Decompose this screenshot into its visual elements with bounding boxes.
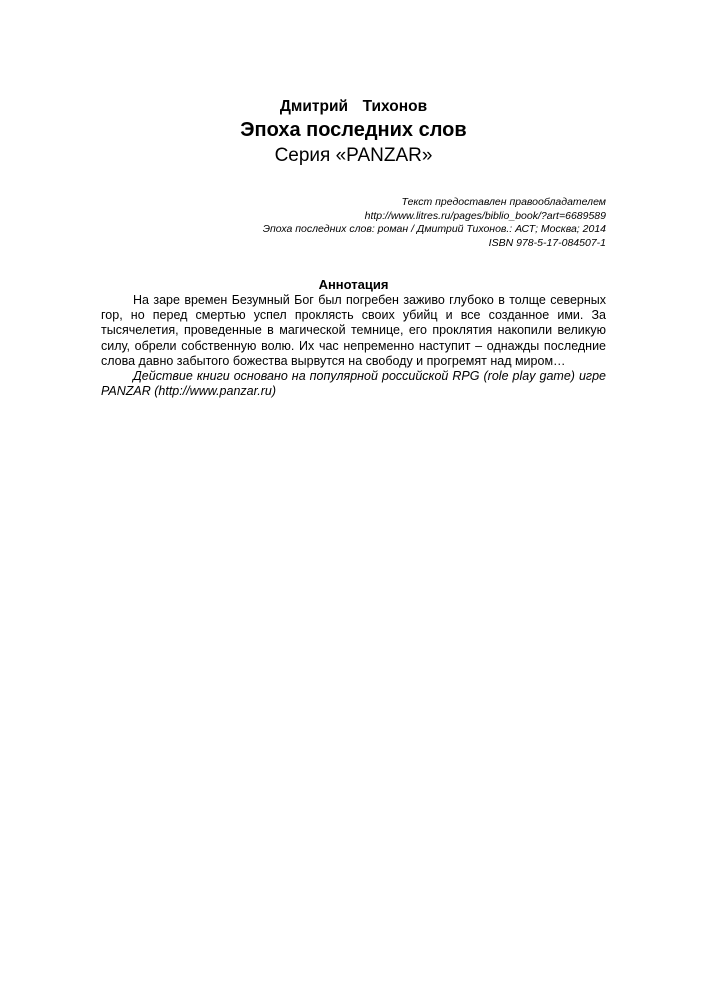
author-name: Дмитрий Тихонов [279,98,428,115]
bibliographic-citation: Эпоха последних слов: роман / Дмитрий Тихонов.: АСТ; Москва; 2014 [262,223,606,235]
publication-info [263,196,606,250]
source-url[interactable]: http://www.litres.ru/pages/biblio_book/?art=6689589 [364,209,606,222]
annotation-heading: Аннотация [318,277,389,292]
book-header [0,97,707,169]
series-name: Серия «PANZAR» [274,145,433,166]
annotation-paragraph: На заре времен Безумный Бог был погребен заживо глубоко в толще северных гор, но перед смертью успел проклясть своих убийц и все созданное ими. За тысячелетия, проведенные в магической темнице, его проклятия накопили великую силу, обрели собственную волю. Их час непременно наступит – однажды последние слова давно забытого божества вырвутся на свободу и прогремят над миром… [101,293,606,368]
annotation-section [101,276,606,399]
annotation-note: Действие книги основано на популярной российской RPG (role play game) игре PANZAR (http://www.panzar.ru) [101,369,606,399]
isbn: ISBN 978-5-17-084507-1 [488,236,606,249]
book-title: Эпоха последних слов [240,119,467,141]
rights-holder-note: Текст предоставлен правообладателем [401,196,606,208]
